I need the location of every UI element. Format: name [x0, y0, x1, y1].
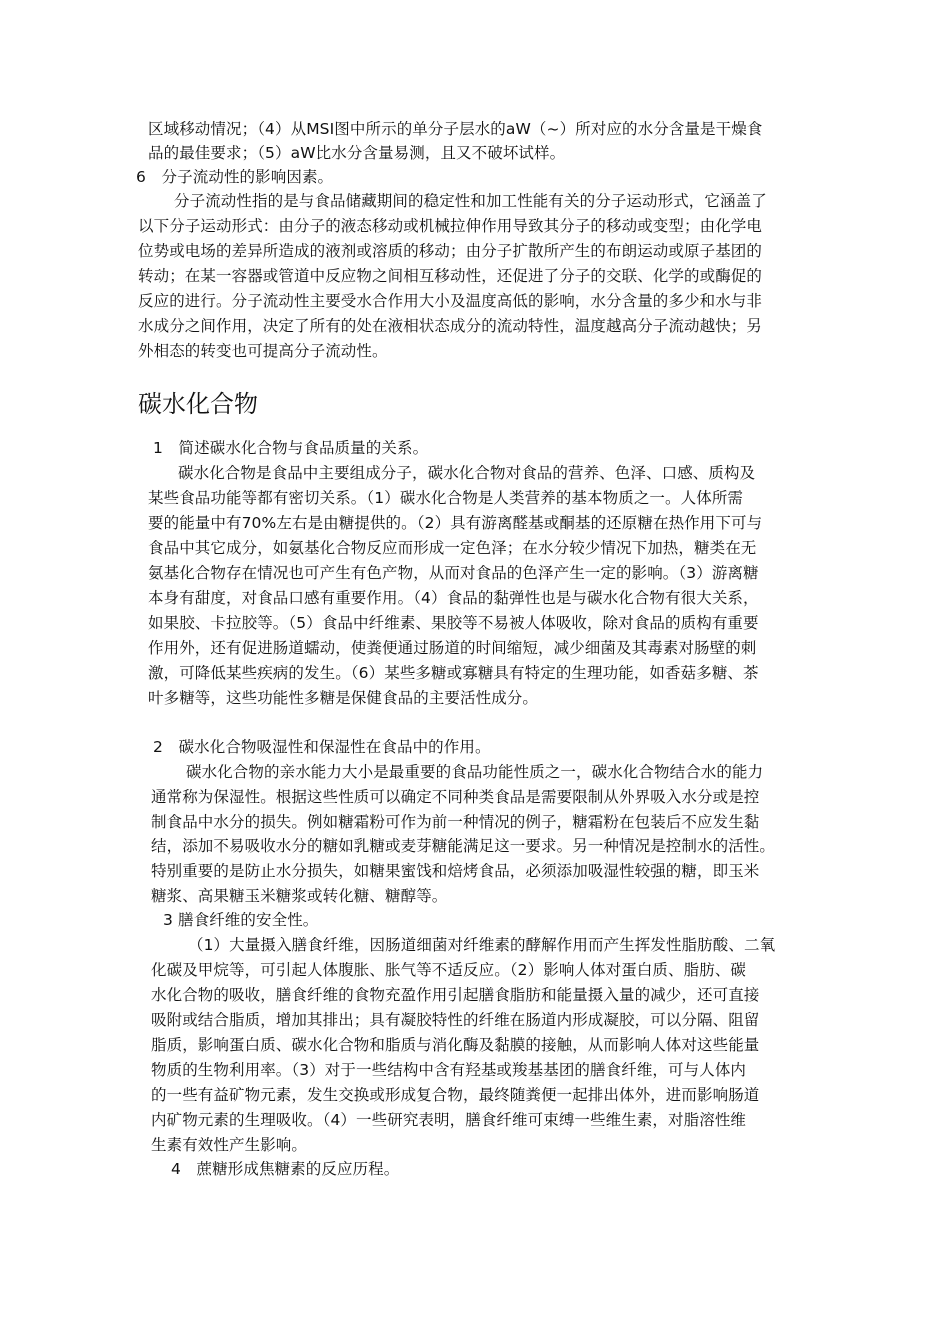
- text-line: 脂质，影响蛋白质、碳水化合物和脂质与消化酶及黏膜的接触，从而影响人体对这些能量: [151, 1036, 760, 1054]
- text-line: 化碳及甲烷等，可引起人体腹胀、胀气等不适反应。（2）影响人体对蛋白质、脂肪、碳: [151, 961, 747, 979]
- text-line: 吸附或结合脂质，增加其排出；具有凝胶特性的纤维在肠道内形成凝胶，可以分隔、阻留: [151, 1011, 760, 1029]
- text-line: 外相态的转变也可提高分子流动性。: [138, 342, 388, 360]
- text-line: 碳水化合物的亲水能力大小是最重要的食品功能性质之一，碳水化合物结合水的能力: [186, 763, 764, 781]
- text-line: 碳水化合物是食品中主要组成分子，碳水化合物对食品的营养、色泽、口感、质构及: [178, 464, 756, 482]
- text-line: 某些食品功能等都有密切关系。（1）碳水化合物是人类营养的基本物质之一。人体所需: [148, 489, 744, 507]
- text-line: 分子流动性指的是与食品储藏期间的稳定性和加工性能有关的分子运动形式，它涵盖了: [174, 192, 767, 210]
- text-line: 通常称为保湿性。根据这些性质可以确定不同种类食品是需要限制从外界吸入水分或是控: [151, 788, 760, 806]
- text-line: 糖浆、高果糖玉米糖浆或转化糖、糖醇等。: [151, 887, 448, 905]
- text-line: 品的最佳要求；（5）aW比水分含量易测，且又不破坏试样。: [148, 144, 566, 162]
- text-line: 叶多糖等，这些功能性多糖是保健食品的主要活性成分。: [148, 689, 539, 707]
- question-title: 6 分子流动性的影响因素。: [136, 168, 334, 186]
- text-line: 反应的进行。分子流动性主要受水合作用大小及温度高低的影响，水分含量的多少和水与非: [138, 292, 763, 310]
- text-line: 食品中其它成分，如氨基化合物反应而形成一定色泽；在水分较少情况下加热，糖类在无: [148, 539, 757, 557]
- question-title: 2 碳水化合物吸湿性和保湿性在食品中的作用。: [153, 738, 491, 756]
- text-line: 物质的生物利用率。（3）对于一些结构中含有羟基或羧基基团的膳食纤维，可与人体内: [151, 1061, 747, 1079]
- chapter-heading: 碳水化合物: [138, 390, 258, 418]
- text-line: 的一些有益矿物元素，发生交换或形成复合物，最终随粪便一起排出体外，进而影响肠道: [151, 1086, 760, 1104]
- text-line: 区域移动情况；（4）从MSI图中所示的单分子层水的aW（~）所对应的水分含量是干燥食: [148, 120, 763, 138]
- text-line: 内矿物元素的生理吸收。（4）一些研究表明，膳食纤维可束缚一些维生素，对脂溶性维: [151, 1111, 747, 1129]
- question-title: 4 蔗糖形成焦糖素的反应历程。: [171, 1160, 400, 1178]
- text-line: 如果胶、卡拉胶等。（5）食品中纤维素、果胶等不易被人体吸收，除对食品的质构有重要: [148, 614, 759, 632]
- text-line: 生素有效性产生影响。: [151, 1136, 308, 1154]
- text-line: 水化合物的吸收，膳食纤维的食物充盈作用引起膳食脂肪和能量摄入量的减少，还可直接: [151, 986, 760, 1004]
- question-title: 3 膳食纤维的安全性。: [163, 911, 319, 929]
- text-line: 位势或电场的差异所造成的液剂或溶质的移动；由分子扩散所产生的布朗运动或原子基团的: [138, 242, 763, 260]
- text-line: 特别重要的是防止水分损失，如糖果蜜饯和焙烤食品，必须添加吸湿性较强的糖，即玉米: [151, 862, 760, 880]
- text-line: 水成分之间作用，决定了所有的处在液相状态成分的流动特性，温度越高分子流动越快；另: [138, 317, 763, 335]
- text-line: 以下分子运动形式：由分子的液态移动或机械拉伸作用导致其分子的移动或变型；由化学电: [138, 217, 763, 235]
- text-line: 氨基化合物存在情况也可产生有色产物，从而对食品的色泽产生一定的影响。（3）游离糖: [148, 564, 759, 582]
- question-title: 1 简述碳水化合物与食品质量的关系。: [153, 439, 429, 457]
- text-line: 本身有甜度，对食品口感有重要作用。（4）食品的黏弹性也是与碳水化合物有很大关系，: [148, 589, 759, 607]
- text-line: 要的能量中有70%左右是由糖提供的。（2）具有游离醛基或酮基的还原糖在热作用下可与: [148, 514, 763, 532]
- text-line: 转动；在某一容器或管道中反应物之间相互移动性，还促进了分子的交联、化学的或酶促的: [138, 267, 763, 285]
- text-line: 结，添加不易吸收水分的糖如乳糖或麦芽糖能满足这一要求。另一种情况是控制水的活性。: [151, 837, 776, 855]
- text-line: 制食品中水分的损失。例如糖霜粉可作为前一种情况的例子，糖霜粉在包装后不应发生黏: [151, 813, 760, 831]
- text-line: （1）大量摄入膳食纤维，因肠道细菌对纤维素的酵解作用而产生挥发性脂肪酸、二氧: [188, 936, 776, 954]
- text-line: 激，可降低某些疾病的发生。（6）某些多糖或寡糖具有特定的生理功能，如香菇多糖、茶: [148, 664, 759, 682]
- text-line: 作用外，还有促进肠道蠕动，使粪便通过肠道的时间缩短，减少细菌及其毒素对肠壁的刺: [148, 639, 757, 657]
